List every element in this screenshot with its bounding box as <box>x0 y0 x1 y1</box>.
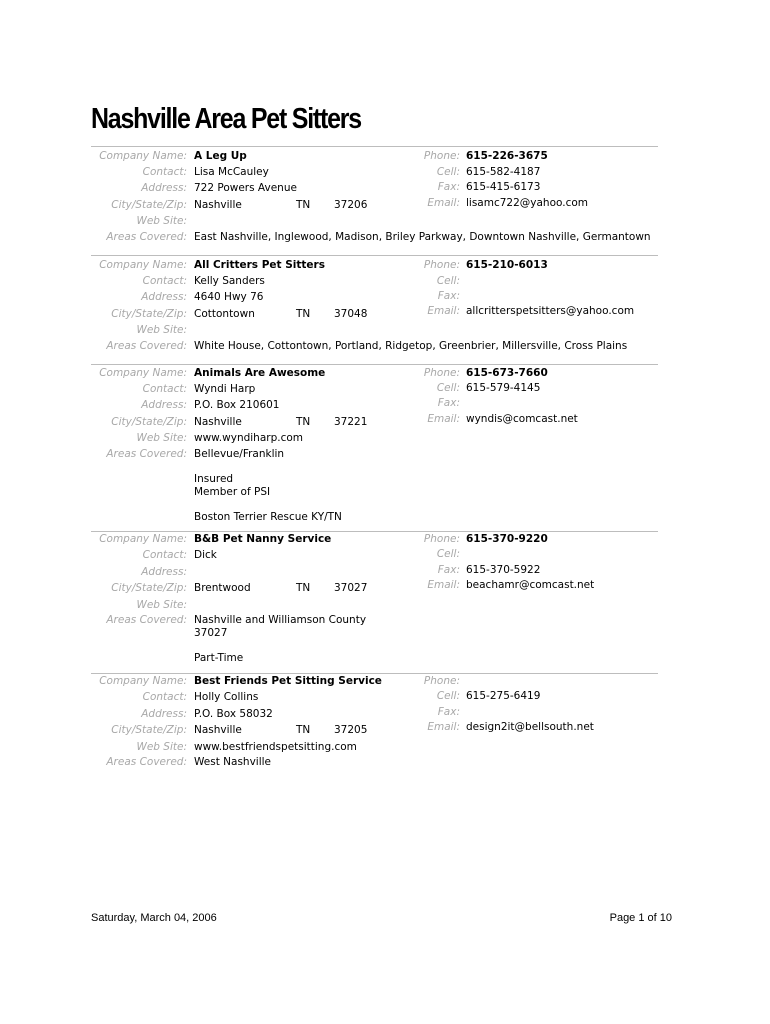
web-site-label: Web Site: <box>136 432 187 444</box>
cell-label: Cell: <box>436 275 460 287</box>
zip-value: 37027 <box>334 582 368 594</box>
contact-label: Contact: <box>142 691 187 703</box>
contact-value: Lisa McCauley <box>194 166 269 178</box>
cell-label: Cell: <box>436 382 460 394</box>
address-label: Address: <box>141 708 187 720</box>
address-label: Address: <box>141 399 187 411</box>
report-title: Nashville Area Pet Sitters <box>91 103 361 135</box>
web-site-value[interactable]: www.wyndiharp.com <box>194 432 304 444</box>
company-name: Best Friends Pet Sitting Service <box>194 675 382 687</box>
record-divider <box>91 531 658 532</box>
contact-value: Wyndi Harp <box>194 383 256 395</box>
contact-label: Contact: <box>142 275 187 287</box>
areas-covered-value: Bellevue/Franklin <box>194 448 285 460</box>
web-site-label: Web Site: <box>136 324 187 336</box>
record-divider <box>91 255 658 256</box>
phone-label: Phone: <box>423 150 460 162</box>
contact-value: Holly Collins <box>194 691 259 703</box>
phone-label: Phone: <box>423 533 460 545</box>
address-value: 4640 Hwy 76 <box>194 291 264 303</box>
record-best-friends <box>91 673 658 773</box>
state-value: TN <box>296 308 311 320</box>
address-label: Address: <box>141 566 187 578</box>
web-site-value[interactable]: www.bestfriendspetsitting.com <box>194 741 357 753</box>
note-line: 37027 <box>194 627 228 639</box>
address-value: P.O. Box 58032 <box>194 708 273 720</box>
cell-label: Cell: <box>436 166 460 178</box>
email-value[interactable]: wyndis@comcast.net <box>466 413 578 425</box>
record-animals-are-awesome <box>91 364 658 531</box>
city-state-zip-label: City/State/Zip: <box>111 416 187 428</box>
email-label: Email: <box>427 413 460 425</box>
email-value[interactable]: lisamc722@yahoo.com <box>466 197 589 209</box>
areas-covered-value: West Nashville <box>194 756 271 768</box>
city-state-zip-label: City/State/Zip: <box>111 582 187 594</box>
city-value: Cottontown <box>194 308 255 320</box>
web-site-label: Web Site: <box>136 599 187 611</box>
email-value[interactable]: allcritterspetsitters@yahoo.com <box>466 305 635 317</box>
contact-value: Kelly Sanders <box>194 275 265 287</box>
note-line: Insured <box>194 473 234 485</box>
web-site-label: Web Site: <box>136 741 187 753</box>
company-name-label: Company Name: <box>99 675 187 687</box>
note-line: Member of PSI <box>194 486 271 498</box>
fax-label: Fax: <box>437 706 460 718</box>
address-label: Address: <box>141 291 187 303</box>
email-label: Email: <box>427 579 460 591</box>
areas-covered-label: Areas Covered: <box>106 448 187 460</box>
phone-value: 615-210-6013 <box>466 259 548 271</box>
zip-value: 37048 <box>334 308 368 320</box>
areas-covered-label: Areas Covered: <box>106 614 187 626</box>
company-name: All Critters Pet Sitters <box>194 259 325 271</box>
record-all-critters <box>91 255 658 365</box>
email-value[interactable]: beachamr@comcast.net <box>466 579 595 591</box>
note-line: Boston Terrier Rescue KY/TN <box>194 511 342 523</box>
footer-page-number: Page 1 of 10 <box>609 912 672 924</box>
state-value: TN <box>296 724 311 736</box>
address-value: P.O. Box 210601 <box>194 399 280 411</box>
email-value[interactable]: design2it@bellsouth.net <box>466 721 594 733</box>
cell-value: 615-582-4187 <box>466 166 541 178</box>
record-divider <box>91 673 658 674</box>
zip-value: 37221 <box>334 416 368 428</box>
areas-covered-label: Areas Covered: <box>106 340 187 352</box>
company-name-label: Company Name: <box>99 533 187 545</box>
phone-label: Phone: <box>423 367 460 379</box>
city-value: Nashville <box>194 416 242 428</box>
city-state-zip-label: City/State/Zip: <box>111 724 187 736</box>
zip-value: 37205 <box>334 724 368 736</box>
email-label: Email: <box>427 305 460 317</box>
company-name-label: Company Name: <box>99 367 187 379</box>
areas-covered-value: Nashville and Williamson County <box>194 614 367 626</box>
state-value: TN <box>296 582 311 594</box>
cell-value: 615-579-4145 <box>466 382 541 394</box>
fax-label: Fax: <box>437 181 460 193</box>
note-line: Part-Time <box>194 652 244 664</box>
cell-value: 615-275-6419 <box>466 690 541 702</box>
contact-label: Contact: <box>142 549 187 561</box>
city-value: Nashville <box>194 199 242 211</box>
state-value: TN <box>296 416 311 428</box>
contact-value: Dick <box>194 549 217 561</box>
fax-label: Fax: <box>437 564 460 576</box>
city-value: Nashville <box>194 724 242 736</box>
fax-value: 615-370-5922 <box>466 564 541 576</box>
email-label: Email: <box>427 721 460 733</box>
fax-label: Fax: <box>437 290 460 302</box>
phone-value: 615-370-9220 <box>466 533 548 545</box>
phone-value: 615-673-7660 <box>466 367 548 379</box>
phone-label: Phone: <box>423 259 460 271</box>
company-name-label: Company Name: <box>99 150 187 162</box>
web-site-label: Web Site: <box>136 215 187 227</box>
areas-covered-value: White House, Cottontown, Portland, Ridgetop, Greenbrier, Millersville, Cross Plains <box>194 340 628 352</box>
phone-label: Phone: <box>423 675 460 687</box>
company-name: B&B Pet Nanny Service <box>194 533 332 545</box>
cell-label: Cell: <box>436 548 460 560</box>
fax-label: Fax: <box>437 397 460 409</box>
city-value: Brentwood <box>194 582 251 594</box>
zip-value: 37206 <box>334 199 368 211</box>
address-value: 722 Powers Avenue <box>194 182 297 194</box>
city-state-zip-label: City/State/Zip: <box>111 199 187 211</box>
city-state-zip-label: City/State/Zip: <box>111 308 187 320</box>
company-name: A Leg Up <box>194 150 247 162</box>
record-a-leg-up <box>91 146 658 256</box>
record-divider <box>91 364 658 365</box>
contact-label: Contact: <box>142 166 187 178</box>
record-bb-pet-nanny <box>91 531 658 674</box>
areas-covered-label: Areas Covered: <box>106 756 187 768</box>
address-label: Address: <box>141 182 187 194</box>
email-label: Email: <box>427 197 460 209</box>
record-divider <box>91 146 658 147</box>
areas-covered-label: Areas Covered: <box>106 231 187 243</box>
cell-label: Cell: <box>436 690 460 702</box>
company-name: Animals Are Awesome <box>194 367 326 379</box>
areas-covered-value: East Nashville, Inglewood, Madison, Briley Parkway, Downtown Nashville, Germantown <box>194 231 651 243</box>
company-name-label: Company Name: <box>99 259 187 271</box>
fax-value: 615-415-6173 <box>466 181 541 193</box>
state-value: TN <box>296 199 311 211</box>
contact-label: Contact: <box>142 383 187 395</box>
footer-date: Saturday, March 04, 2006 <box>91 912 217 924</box>
phone-value: 615-226-3675 <box>466 150 548 162</box>
